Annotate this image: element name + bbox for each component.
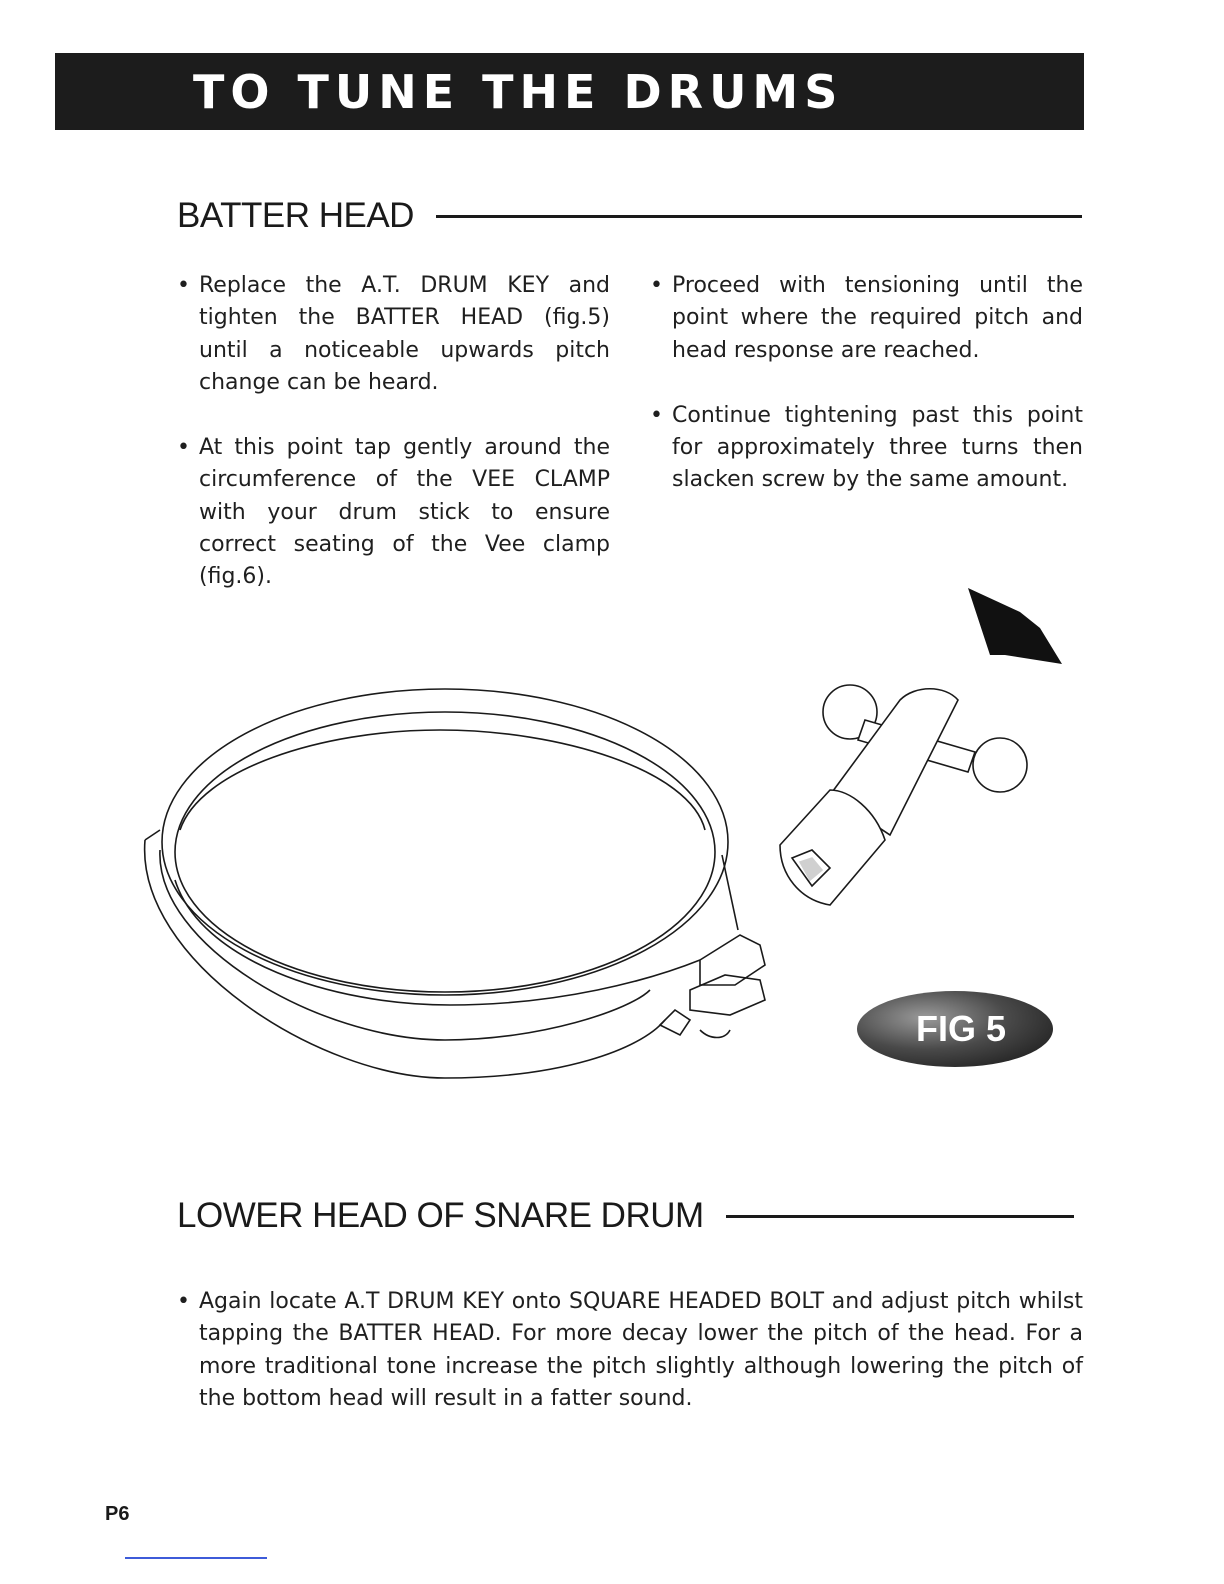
lower-head-section-heading xyxy=(177,1196,1074,1236)
divider xyxy=(125,1557,267,1559)
page-number: P6 xyxy=(105,1503,130,1525)
bullet-item: • Again locate A.T DRUM KEY onto SQUARE HEADED BOLT and adjust pitch whilst tapping the BATTER HEAD. For more decay lower the pitch of the head. For a more traditional tone increase the pitch slightly although lowering the pitch of the bottom head will result in a fatter sound. xyxy=(177,1286,1083,1415)
drum-head xyxy=(180,730,705,830)
bullet-item: • Continue tightening past this point for approximately three turns then slacken screw by the same amount. xyxy=(650,400,1083,497)
lower-head-heading: LOWER HEAD OF SNARE DRUM xyxy=(177,1196,704,1235)
heading-rule xyxy=(726,1215,1074,1218)
drum-hoop-inner xyxy=(175,712,715,992)
arrow-icon xyxy=(968,588,1062,664)
bullet-item: • Replace the A.T. DRUM KEY and tighten the BATTER HEAD (fig.5) until a noticeable upwards pitch change can be heard. xyxy=(177,270,610,399)
bullet-item: • At this point tap gently around the circumference of the VEE CLAMP with your drum stick to ensure correct seating of the Vee clamp (fig.6). xyxy=(177,432,610,593)
vee-clamp xyxy=(700,935,765,985)
fig5-badge xyxy=(857,991,1053,1067)
drum-hoop-outer xyxy=(162,689,728,995)
drum-key-icon xyxy=(780,685,1027,905)
batter-head-heading: BATTER HEAD xyxy=(177,196,414,235)
page-title: TO TUNE THE DRUMS xyxy=(193,65,844,119)
lower-head-column xyxy=(177,1286,1083,1448)
fig5-label: FIG 5 xyxy=(915,1008,1007,1049)
bullet-item: • Proceed with tensioning until the point where the required pitch and head response are reached. xyxy=(650,270,1083,367)
